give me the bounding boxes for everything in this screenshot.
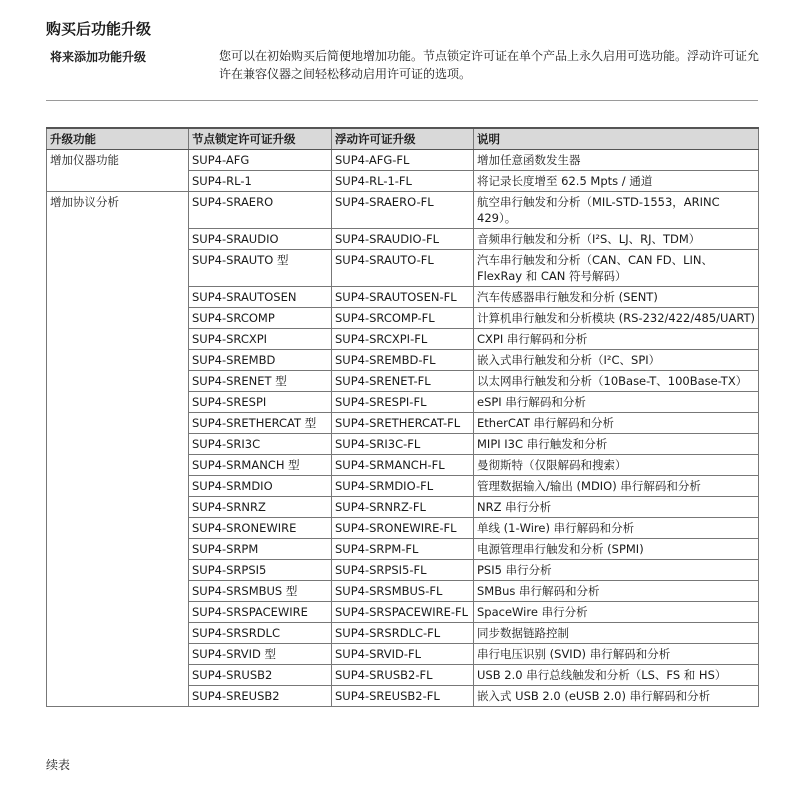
category-cell: 增加协议分析 (47, 192, 189, 707)
header-description: 说明 (474, 128, 759, 150)
description-cell: 航空串行触发和分析（MIL-STD-1553，ARINC 429）。 (474, 192, 759, 229)
description-cell: 汽车串行触发和分析（CAN、CAN FD、LIN、FlexRay 和 CAN 符号解码） (474, 250, 759, 287)
node-locked-cell: SUP4-SREUSB2 (189, 686, 332, 707)
floating-cell: SUP4-SRENET-FL (332, 371, 474, 392)
node-locked-cell: SUP4-SRSMBUS 型 (189, 581, 332, 602)
node-locked-cell: SUP4-SRCXPI (189, 329, 332, 350)
description-cell: 嵌入式 USB 2.0 (eUSB 2.0) 串行解码和分析 (474, 686, 759, 707)
floating-cell: SUP4-SRESPI-FL (332, 392, 474, 413)
intro-paragraph: 您可以在初始购买后简便地增加功能。节点锁定许可证在单个产品上永久启用可选功能。浮动许可证允许在兼容仪器之间轻松移动启用许可证的选项。 (219, 49, 760, 81)
page-title: 购买后功能升级 (46, 20, 152, 38)
floating-cell: SUP4-SREUSB2-FL (332, 686, 474, 707)
floating-cell: SUP4-SRNRZ-FL (332, 497, 474, 518)
description-cell: 嵌入式串行触发和分析（I²C、SPI） (474, 350, 759, 371)
floating-cell: SUP4-SRAUTOSEN-FL (332, 287, 474, 308)
description-cell: EtherCAT 串行解码和分析 (474, 413, 759, 434)
node-locked-cell: SUP4-AFG (189, 150, 332, 171)
description-cell: SMBus 串行解码和分析 (474, 581, 759, 602)
description-cell: 音频串行触发和分析（I²S、LJ、RJ、TDM） (474, 229, 759, 250)
description-cell: 汽车传感器串行触发和分析 (SENT) (474, 287, 759, 308)
description-cell: 串行电压识别 (SVID) 串行解码和分析 (474, 644, 759, 665)
floating-cell: SUP4-RL-1-FL (332, 171, 474, 192)
description-cell: 管理数据输入/输出 (MDIO) 串行解码和分析 (474, 476, 759, 497)
section-divider (46, 100, 758, 101)
node-locked-cell: SUP4-SRPM (189, 539, 332, 560)
description-cell: 计算机串行触发和分析模块 (RS-232/422/485/UART) (474, 308, 759, 329)
continued-label: 续表 (46, 758, 71, 772)
node-locked-cell: SUP4-SRPSI5 (189, 560, 332, 581)
node-locked-cell: SUP4-SRESPI (189, 392, 332, 413)
node-locked-cell: SUP4-SRMDIO (189, 476, 332, 497)
floating-cell: SUP4-SRPSI5-FL (332, 560, 474, 581)
node-locked-cell: SUP4-SRCOMP (189, 308, 332, 329)
floating-cell: SUP4-SRMDIO-FL (332, 476, 474, 497)
category-cell: 增加仪器功能 (47, 150, 189, 192)
node-locked-cell: SUP4-SRNRZ (189, 497, 332, 518)
header-node-locked: 节点锁定许可证升级 (189, 128, 332, 150)
node-locked-cell: SUP4-SRAUDIO (189, 229, 332, 250)
node-locked-cell: SUP4-SRVID 型 (189, 644, 332, 665)
description-cell: 以太网串行触发和分析（10Base-T、100Base-TX） (474, 371, 759, 392)
node-locked-cell: SUP4-SRAUTOSEN (189, 287, 332, 308)
table-body (47, 150, 759, 707)
table-row (47, 192, 759, 229)
node-locked-cell: SUP4-SRI3C (189, 434, 332, 455)
description-cell: 同步数据链路控制 (474, 623, 759, 644)
floating-cell: SUP4-AFG-FL (332, 150, 474, 171)
node-locked-cell: SUP4-SRMANCH 型 (189, 455, 332, 476)
node-locked-cell: SUP4-RL-1 (189, 171, 332, 192)
description-cell: NRZ 串行分析 (474, 497, 759, 518)
floating-cell: SUP4-SRONEWIRE-FL (332, 518, 474, 539)
header-feature: 升级功能 (47, 128, 189, 150)
floating-cell: SUP4-SRUSB2-FL (332, 665, 474, 686)
node-locked-cell: SUP4-SRSPACEWIRE (189, 602, 332, 623)
description-cell: MIPI I3C 串行触发和分析 (474, 434, 759, 455)
node-locked-cell: SUP4-SRENET 型 (189, 371, 332, 392)
description-cell: 曼彻斯特（仅限解码和搜索） (474, 455, 759, 476)
table-row (47, 150, 759, 171)
floating-cell: SUP4-SRAUTO-FL (332, 250, 474, 287)
floating-cell: SUP4-SRI3C-FL (332, 434, 474, 455)
node-locked-cell: SUP4-SRSRDLC (189, 623, 332, 644)
floating-cell: SUP4-SRSPACEWIRE-FL (332, 602, 474, 623)
node-locked-cell: SUP4-SRONEWIRE (189, 518, 332, 539)
description-cell: USB 2.0 串行总线触发和分析（LS、FS 和 HS） (474, 665, 759, 686)
floating-cell: SUP4-SRCOMP-FL (332, 308, 474, 329)
floating-cell: SUP4-SRAUDIO-FL (332, 229, 474, 250)
floating-cell: SUP4-SRVID-FL (332, 644, 474, 665)
description-cell: SpaceWire 串行分析 (474, 602, 759, 623)
floating-cell: SUP4-SRMANCH-FL (332, 455, 474, 476)
header-floating: 浮动许可证升级 (332, 128, 474, 150)
node-locked-cell: SUP4-SRAUTO 型 (189, 250, 332, 287)
node-locked-cell: SUP4-SRUSB2 (189, 665, 332, 686)
table-header-row (47, 128, 759, 150)
floating-cell: SUP4-SREMBD-FL (332, 350, 474, 371)
node-locked-cell: SUP4-SRAERO (189, 192, 332, 229)
floating-cell: SUP4-SRPM-FL (332, 539, 474, 560)
floating-cell: SUP4-SRCXPI-FL (332, 329, 474, 350)
floating-cell: SUP4-SRETHERCAT-FL (332, 413, 474, 434)
floating-cell: SUP4-SRSRDLC-FL (332, 623, 474, 644)
description-cell: 将记录长度增至 62.5 Mpts / 通道 (474, 171, 759, 192)
description-cell: CXPI 串行解码和分析 (474, 329, 759, 350)
floating-cell: SUP4-SRSMBUS-FL (332, 581, 474, 602)
section-label: 将来添加功能升级 (50, 50, 147, 64)
node-locked-cell: SUP4-SRETHERCAT 型 (189, 413, 332, 434)
upgrade-table (46, 127, 759, 707)
node-locked-cell: SUP4-SREMBD (189, 350, 332, 371)
description-cell: 增加任意函数发生器 (474, 150, 759, 171)
description-cell: PSI5 串行分析 (474, 560, 759, 581)
description-cell: 电源管理串行触发和分析 (SPMI) (474, 539, 759, 560)
description-cell: eSPI 串行解码和分析 (474, 392, 759, 413)
description-cell: 单线 (1-Wire) 串行解码和分析 (474, 518, 759, 539)
floating-cell: SUP4-SRAERO-FL (332, 192, 474, 229)
